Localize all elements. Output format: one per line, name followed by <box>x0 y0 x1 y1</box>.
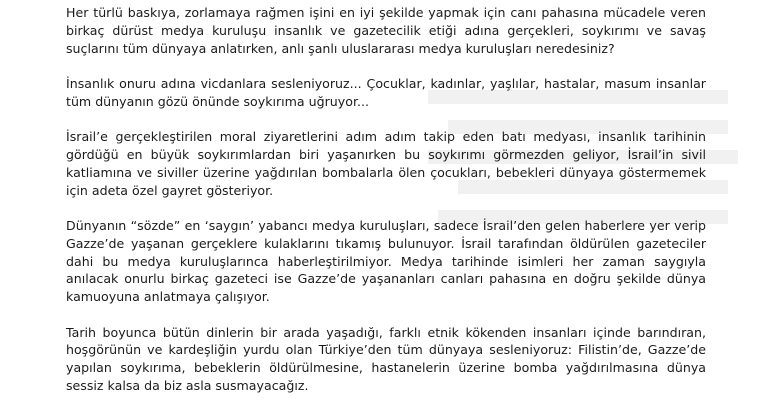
statement-text <box>66 4 706 395</box>
paragraph-2: İnsanlık onuru adına vicdanlara sesleniyoruz... Çocuklar, kadınlar, yaşlılar, hastalar, masum insanlar tüm dünyanın gözü önünde soykırıma uğruyor... <box>66 75 706 109</box>
paragraph-5: Tarih boyunca bütün dinlerin bir arada yaşadığı, farklı etnik kökenden insanları içinde barındıran, hoşgörünün ve kardeşliğin yurdu olan Türkiye’den tüm dünyaya sesleniyoruz: Filistin’de, Gazze’de yapılan soykırıma, bebeklerin öldürülmesine, hastanelerin üzerine bomba yağdırılmasına dünya sessiz kalsa da biz asla susmayacağız. <box>66 324 706 393</box>
paragraph-4: Dünyanın “sözde” en ‘saygın’ yabancı medya kuruluşları, sadece İsrail’den gelen haberlere yer verip Gazze’de yaşanan gerçeklere kulaklarını tıkamış bulunuyor. İsrail tarafından öldürülen gazeteciler dahi bu medya kuruluşlarınca haberleştirilmiyor. Medya tarihinde isimleri her zaman saygıyla anılacak onurlu birkaç gazeteci ise Gazze’de yaşananları canları pahasına en doğru şekilde dünya kamuoyuna anlatmaya çalışıyor. <box>66 217 706 305</box>
paragraph-3: İsrail’e gerçekleştirilen moral ziyaretlerini adım adım takip eden batı medyası, insanlık tarihinin gördüğü en büyük soykırımlardan biri yaşanırken bu soykırımı görmezden geliyor, İsrail’in sivil katliamına ve siviller üzerine yağdırılan bombalarla ölen çocukları, bebekleri dünyaya göstermemek için adeta özel gayret gösteriyor. <box>66 129 706 198</box>
paragraph-1: Her türlü baskıya, zorlamaya rağmen işini en iyi şekilde yapmak için canı pahasına mücadele veren birkaç dürüst medya kuruluşu insanlık ve gazetecilik etiği adına gerçekleri, soykırımı ve savaş suçlarını tüm dünyaya anlatırken, anlı şanlı uluslararası medya kuruluşları neredesiniz? <box>66 5 706 56</box>
